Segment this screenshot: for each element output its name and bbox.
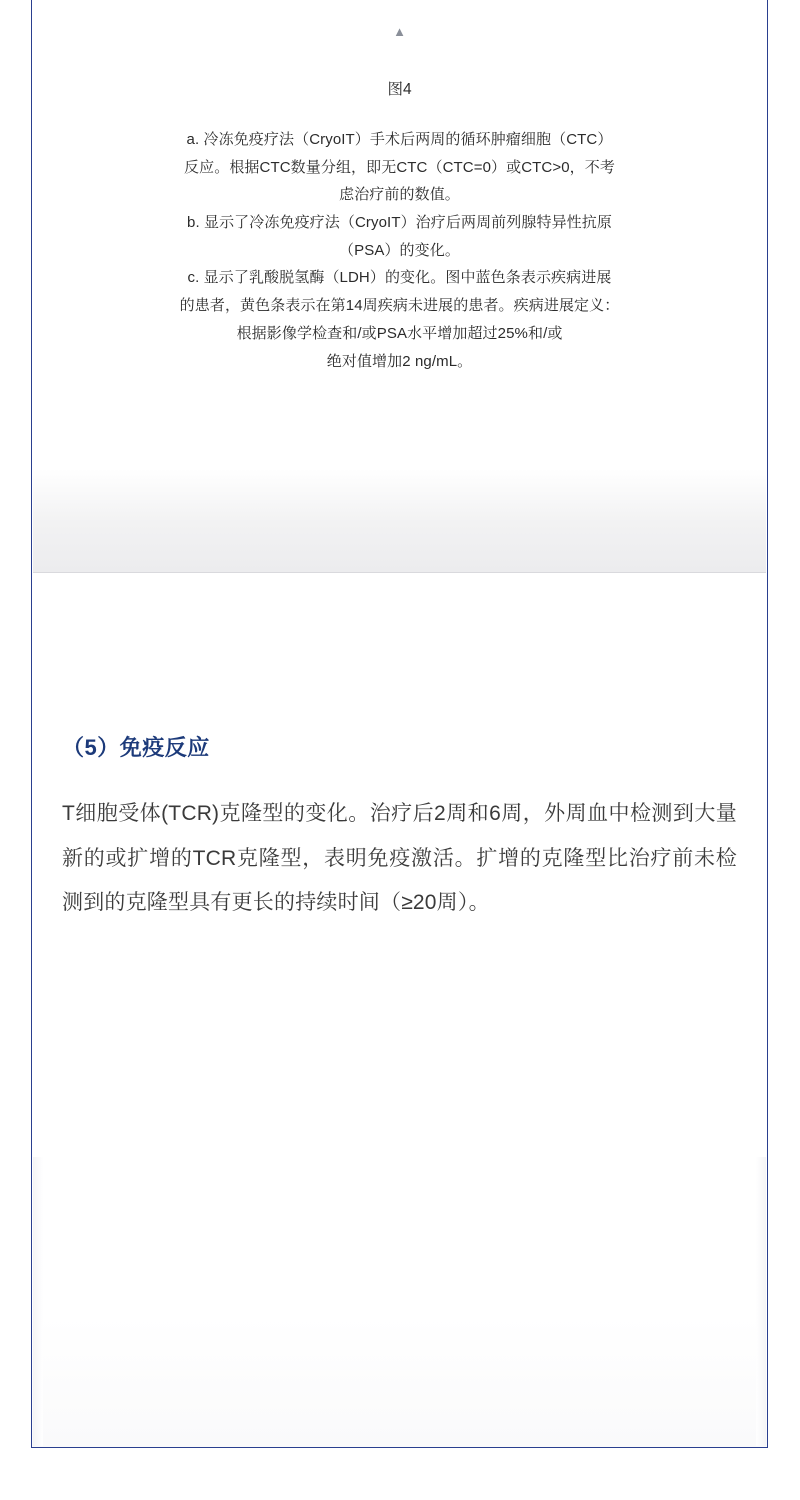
figure-caption-block <box>32 0 767 375</box>
figure-note-line: 虑治疗前的数值。 <box>339 186 460 204</box>
immune-response-content <box>32 573 767 926</box>
figure-note-line: b. 显示了冷冻免疫疗法（CryoIT）治疗后两周前列腺特异性抗原 <box>187 214 612 232</box>
figure-title: 图4 <box>387 81 412 98</box>
document-card-inner <box>32 0 767 1447</box>
immune-response-section <box>32 573 767 1447</box>
figure-note-line: 的患者，黄色条表示在第14周疾病未进展的患者。疾病进展定义： <box>179 297 620 315</box>
figure-note-line: 根据影像学检查和/或PSA水平增加超过25%和/或 <box>236 324 563 342</box>
figure-note-line: 绝对值增加2 ng/mL。 <box>326 352 473 370</box>
figure-note-line: c. 显示了乳酸脱氢酶（LDH）的变化。图中蓝色条表示疾病进展 <box>187 269 612 287</box>
section-heading: （5）免疫反应 <box>62 735 210 760</box>
figure-note-line: a. 冷冻免疫疗法（CryoIT）手术后两周的循环肿瘤细胞（CTC） <box>186 131 613 148</box>
card-right-shade <box>756 1157 766 1446</box>
document-card <box>31 0 768 1448</box>
figure-note-line: 反应。根据CTC数量分组，即无CTC（CTC=0）或CTC>0，不考 <box>184 158 615 176</box>
card-left-shade <box>33 1157 43 1446</box>
section-paragraph: T细胞受体(TCR)克隆型的变化。治疗后2周和6周，外周血中检测到大量新的或扩增的TCR克隆型，表明免疫激活。扩增的克隆型比治疗前未检测到的克隆型具有更长的持续时间（≥20周）。 <box>62 802 737 915</box>
figure-note-line: （PSA）的变化。 <box>339 241 460 259</box>
figure-note <box>70 127 729 375</box>
section-divider-gradient <box>33 469 766 572</box>
collapse-up-arrow-icon[interactable]: ▲ <box>393 24 406 39</box>
